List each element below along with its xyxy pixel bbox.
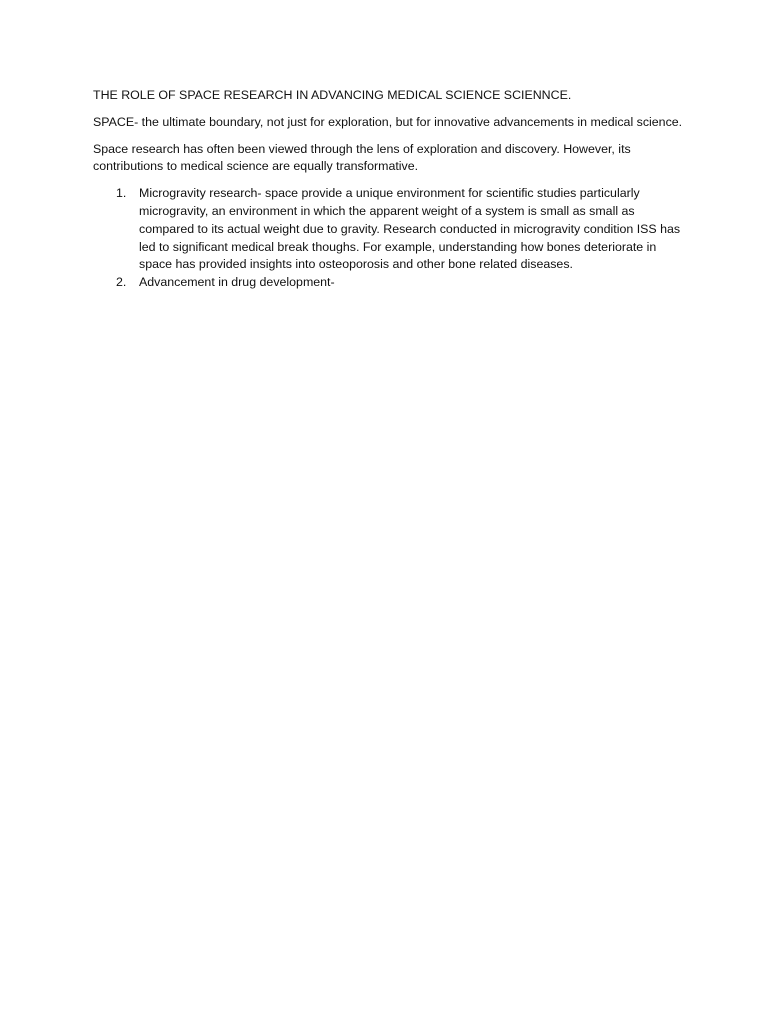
- list-item: [93, 274, 683, 292]
- list-item-text: Advancement in drug development-: [139, 275, 335, 290]
- document-body[interactable]: [93, 87, 683, 292]
- numbered-list: [93, 185, 683, 292]
- list-item-number: 2.: [116, 275, 127, 290]
- list-item-number: 1.: [116, 186, 127, 201]
- context-paragraph: Space research has often been viewed through the lens of exploration and discovery. However, its contributions to medical science are equally transformative.: [93, 141, 631, 174]
- intro-paragraph: SPACE- the ultimate boundary, not just for exploration, but for innovative advancements in medical science.: [93, 114, 683, 129]
- document-title: THE ROLE OF SPACE RESEARCH IN ADVANCING MEDICAL SCIENCE SCIENNCE.: [93, 88, 572, 102]
- list-item-text: Microgravity research- space provide a unique environment for scientific studies particularly microgravity, an environment in which the apparent weight of a system is small as small as compared to its actual weight due to gravity. Research conducted in microgravity condition ISS has led to significant medical break thoughs. For example, understanding how bones deteriorate in space has provided insights into osteoporosis and other bone related diseases.: [139, 186, 681, 272]
- list-item: [93, 185, 683, 274]
